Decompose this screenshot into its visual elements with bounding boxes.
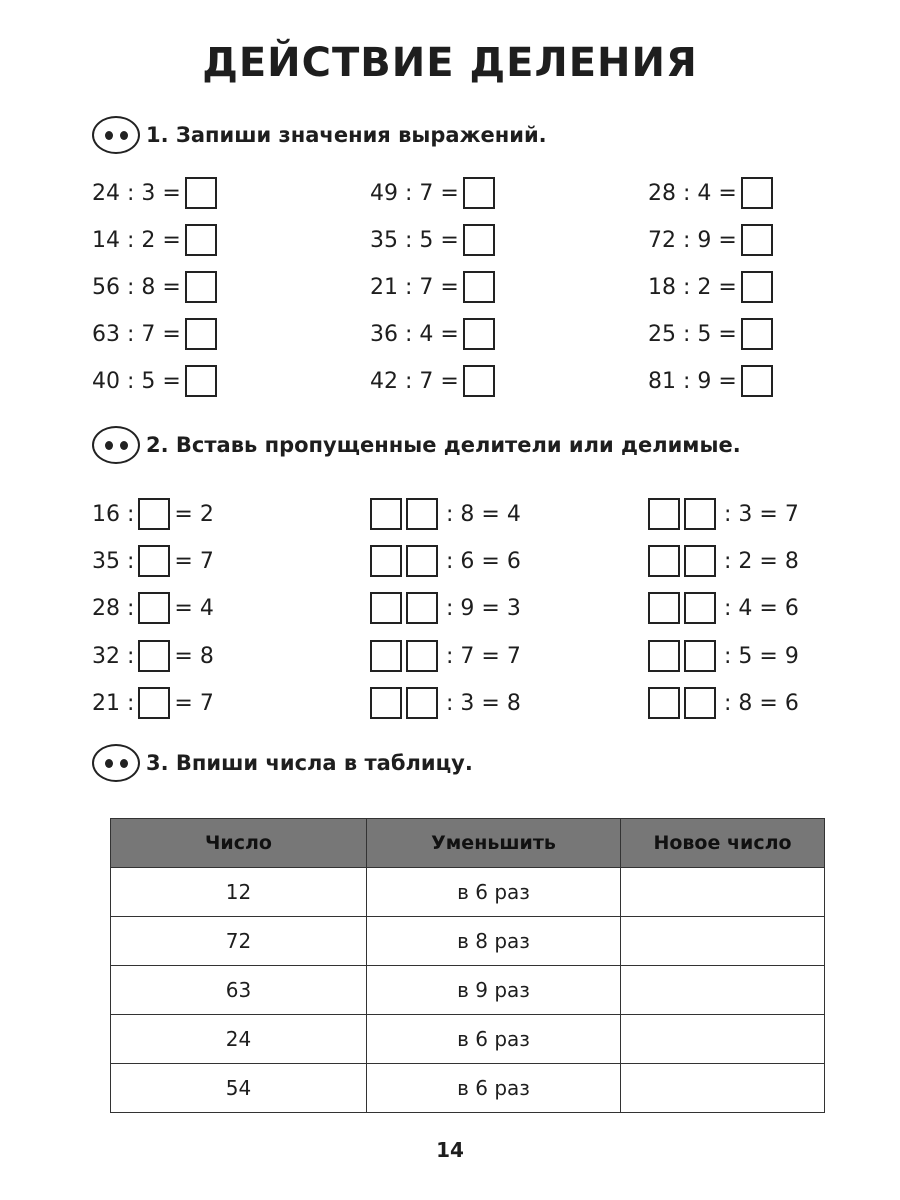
dividend-ones-box[interactable] <box>406 545 438 577</box>
expression-text: 49 : 7 = <box>370 180 459 206</box>
reduce-cell: в 9 раз <box>367 966 621 1015</box>
result-cell[interactable] <box>621 1064 825 1113</box>
answer-box[interactable] <box>741 271 773 303</box>
task2-expression <box>648 687 799 719</box>
answer-box[interactable] <box>185 224 217 256</box>
task2-expression <box>648 640 799 672</box>
column-header: Уменьшить <box>367 819 621 868</box>
expression-text: 36 : 4 = <box>370 321 459 347</box>
task1-expression <box>92 318 217 350</box>
expression-right: : 3 = 8 <box>446 690 521 716</box>
task2-expression <box>92 687 214 719</box>
answer-box[interactable] <box>463 318 495 350</box>
expression-right: = 7 <box>174 548 214 574</box>
answer-box[interactable] <box>185 177 217 209</box>
reduce-table <box>110 818 825 1113</box>
task1-expression <box>370 177 495 209</box>
expression-text: 40 : 5 = <box>92 368 181 394</box>
dividend-tens-box[interactable] <box>648 592 680 624</box>
answer-box[interactable] <box>741 224 773 256</box>
expression-text: 14 : 2 = <box>92 227 181 253</box>
number-cell: 72 <box>111 917 367 966</box>
dividend-ones-box[interactable] <box>684 545 716 577</box>
expression-right: : 5 = 9 <box>724 643 799 669</box>
task2-expression <box>648 498 799 530</box>
dividend-ones-box[interactable] <box>406 498 438 530</box>
expression-right: : 7 = 7 <box>446 643 521 669</box>
expression-right: : 8 = 4 <box>446 501 521 527</box>
table-row <box>111 966 825 1015</box>
task2-expression <box>370 687 521 719</box>
task3-header <box>92 744 473 782</box>
dividend-tens-box[interactable] <box>370 498 402 530</box>
dividend-tens-box[interactable] <box>370 545 402 577</box>
column-header: Новое число <box>621 819 825 868</box>
dividend-tens-box[interactable] <box>648 498 680 530</box>
task1-expression <box>648 365 773 397</box>
dividend-tens-box[interactable] <box>648 545 680 577</box>
expression-right: = 7 <box>174 690 214 716</box>
task1-expression <box>648 224 773 256</box>
task1-expression <box>92 365 217 397</box>
eyes-icon <box>92 116 140 154</box>
dividend-tens-box[interactable] <box>370 640 402 672</box>
task1-expression <box>648 271 773 303</box>
number-cell: 24 <box>111 1015 367 1064</box>
task2-expression <box>648 545 799 577</box>
task2-expression <box>92 498 214 530</box>
answer-box[interactable] <box>185 271 217 303</box>
missing-divisor-box[interactable] <box>138 687 170 719</box>
expression-right: : 9 = 3 <box>446 595 521 621</box>
expression-left: 16 : <box>92 501 135 527</box>
eyes-icon <box>92 426 140 464</box>
expression-right: : 2 = 8 <box>724 548 799 574</box>
task1-expression <box>370 271 495 303</box>
expression-right: : 6 = 6 <box>446 548 521 574</box>
expression-text: 25 : 5 = <box>648 321 737 347</box>
dividend-ones-box[interactable] <box>684 592 716 624</box>
task1-expression <box>648 177 773 209</box>
task1-expression <box>92 224 217 256</box>
answer-box[interactable] <box>463 365 495 397</box>
missing-divisor-box[interactable] <box>138 545 170 577</box>
number-cell: 54 <box>111 1064 367 1113</box>
dividend-ones-box[interactable] <box>406 687 438 719</box>
expression-text: 24 : 3 = <box>92 180 181 206</box>
dividend-tens-box[interactable] <box>370 687 402 719</box>
dividend-tens-box[interactable] <box>370 592 402 624</box>
answer-box[interactable] <box>185 318 217 350</box>
expression-text: 72 : 9 = <box>648 227 737 253</box>
expression-text: 56 : 8 = <box>92 274 181 300</box>
expression-right: = 4 <box>174 595 214 621</box>
task3-title: 3. Впиши числа в таблицу. <box>146 751 473 775</box>
answer-box[interactable] <box>185 365 217 397</box>
reduce-cell: в 6 раз <box>367 1015 621 1064</box>
expression-text: 81 : 9 = <box>648 368 737 394</box>
expression-text: 35 : 5 = <box>370 227 459 253</box>
task2-expression <box>370 592 521 624</box>
task1-title: 1. Запиши значения выражений. <box>146 123 547 147</box>
dividend-tens-box[interactable] <box>648 640 680 672</box>
reduce-cell: в 6 раз <box>367 1064 621 1113</box>
expression-right: : 8 = 6 <box>724 690 799 716</box>
task2-expression <box>92 640 214 672</box>
answer-box[interactable] <box>741 365 773 397</box>
task2-expression <box>370 640 521 672</box>
answer-box[interactable] <box>741 177 773 209</box>
column-header: Число <box>111 819 367 868</box>
expression-text: 18 : 2 = <box>648 274 737 300</box>
task1-expression <box>92 271 217 303</box>
page-number: 14 <box>436 1138 464 1162</box>
result-cell[interactable] <box>621 917 825 966</box>
dividend-tens-box[interactable] <box>648 687 680 719</box>
result-cell[interactable] <box>621 1015 825 1064</box>
table-row <box>111 917 825 966</box>
dividend-ones-box[interactable] <box>406 640 438 672</box>
expression-left: 35 : <box>92 548 135 574</box>
expression-left: 28 : <box>92 595 135 621</box>
task2-expression <box>92 592 214 624</box>
answer-box[interactable] <box>463 271 495 303</box>
task1-expression <box>370 365 495 397</box>
expression-text: 63 : 7 = <box>92 321 181 347</box>
task2-header <box>92 426 741 464</box>
dividend-ones-box[interactable] <box>684 498 716 530</box>
result-cell[interactable] <box>621 966 825 1015</box>
table-row <box>111 868 825 917</box>
dividend-ones-box[interactable] <box>684 687 716 719</box>
expression-text: 28 : 4 = <box>648 180 737 206</box>
expression-right: = 8 <box>174 643 214 669</box>
table-row <box>111 1015 825 1064</box>
missing-divisor-box[interactable] <box>138 640 170 672</box>
dividend-ones-box[interactable] <box>406 592 438 624</box>
expression-text: 42 : 7 = <box>370 368 459 394</box>
task2-expression <box>370 545 521 577</box>
missing-divisor-box[interactable] <box>138 498 170 530</box>
task1-expression <box>370 224 495 256</box>
number-cell: 12 <box>111 868 367 917</box>
expression-right: : 4 = 6 <box>724 595 799 621</box>
missing-divisor-box[interactable] <box>138 592 170 624</box>
expression-left: 32 : <box>92 643 135 669</box>
expression-left: 21 : <box>92 690 135 716</box>
result-cell[interactable] <box>621 868 825 917</box>
page-title: ДЕЙСТВИЕ ДЕЛЕНИЯ <box>202 40 698 86</box>
task1-expression <box>648 318 773 350</box>
answer-box[interactable] <box>741 318 773 350</box>
task1-expression <box>92 177 217 209</box>
task1-expression <box>370 318 495 350</box>
number-cell: 63 <box>111 966 367 1015</box>
task2-expression <box>92 545 214 577</box>
reduce-cell: в 8 раз <box>367 917 621 966</box>
expression-right: = 2 <box>174 501 214 527</box>
expression-text: 21 : 7 = <box>370 274 459 300</box>
task2-title: 2. Вставь пропущенные делители или делимые. <box>146 433 741 457</box>
task1-header <box>92 116 547 154</box>
table-row <box>111 1064 825 1113</box>
table-header-row <box>111 819 825 868</box>
expression-right: : 3 = 7 <box>724 501 799 527</box>
answer-box[interactable] <box>463 177 495 209</box>
reduce-cell: в 6 раз <box>367 868 621 917</box>
task2-expression <box>648 592 799 624</box>
eyes-icon <box>92 744 140 782</box>
dividend-ones-box[interactable] <box>684 640 716 672</box>
answer-box[interactable] <box>463 224 495 256</box>
task2-expression <box>370 498 521 530</box>
